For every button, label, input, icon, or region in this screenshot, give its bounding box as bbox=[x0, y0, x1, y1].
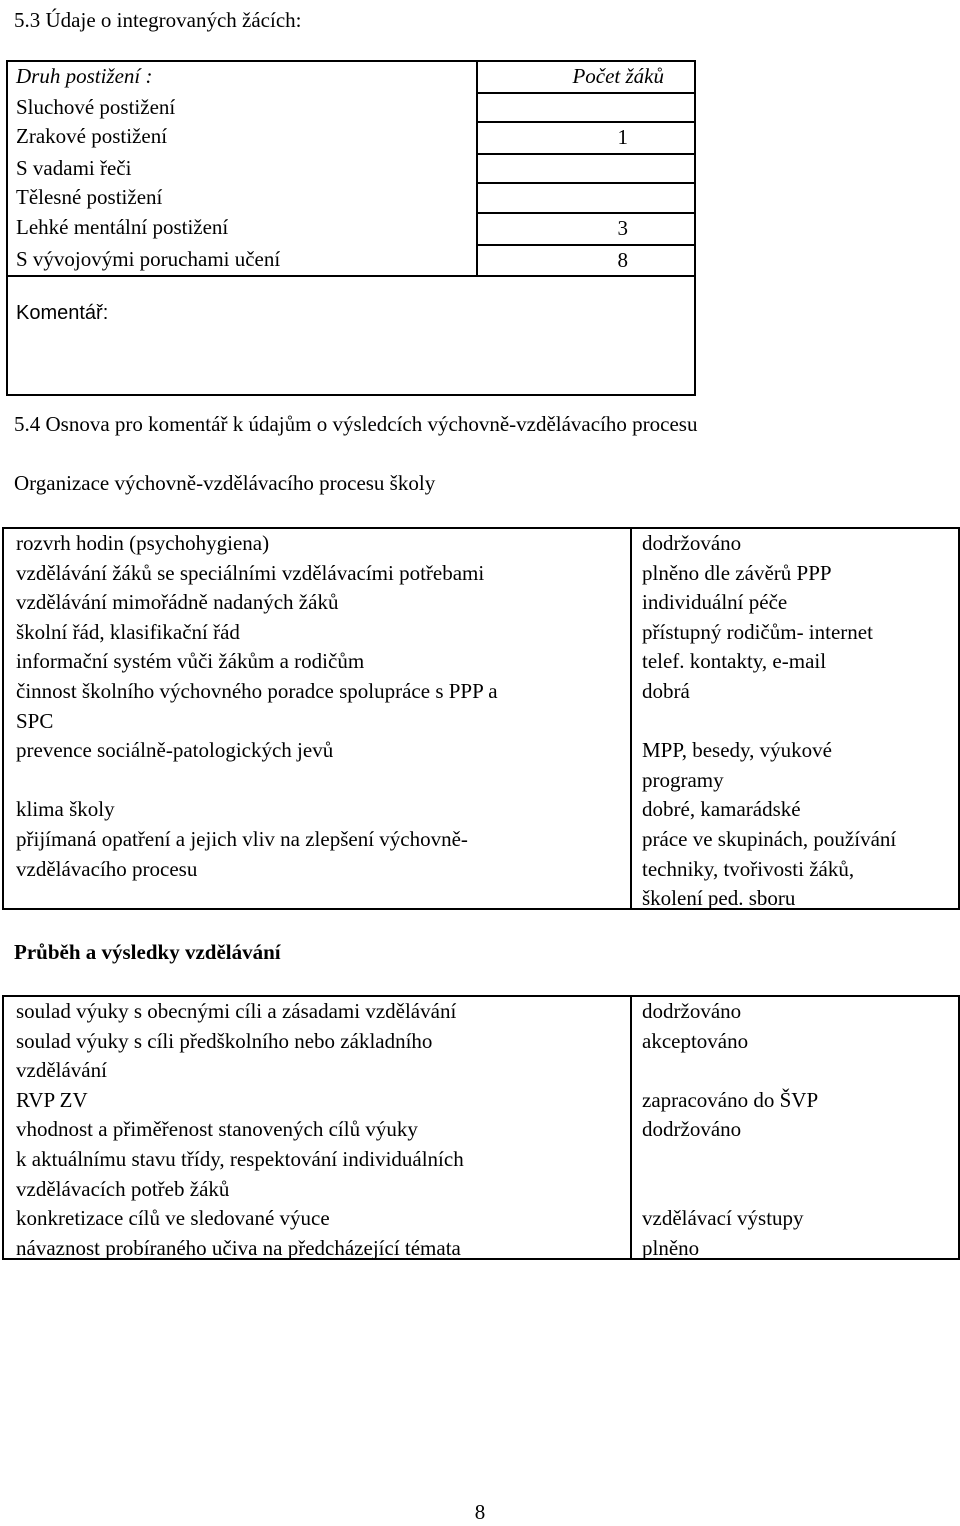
assessment-item: telef. kontakty, e-mail bbox=[642, 649, 827, 674]
column-divider bbox=[630, 997, 632, 1258]
assessment-item: plněno dle závěrů PPP bbox=[642, 560, 832, 585]
criterion-item: vzdělávání žáků se speciálními vzdělávacími potřebami bbox=[16, 560, 485, 585]
criterion-item: vzdělávání mimořádně nadaných žáků bbox=[16, 590, 339, 615]
row-count bbox=[477, 183, 695, 213]
criterion-item: klima školy bbox=[16, 797, 115, 822]
section-53-title: 5.3 Údaje o integrovaných žácích: bbox=[14, 8, 302, 32]
table-row bbox=[7, 122, 695, 154]
integrated-pupils-table bbox=[6, 60, 696, 396]
assessment-item: plněno bbox=[642, 1235, 700, 1260]
criterion-item: rozvrh hodin (psychohygiena) bbox=[16, 531, 270, 555]
assessment-item bbox=[642, 707, 960, 737]
assessment-item: dobrá bbox=[642, 678, 690, 703]
assessment-item: dodržováno bbox=[642, 1117, 742, 1142]
assessment-item: práce ve skupinách, používání bbox=[642, 826, 897, 851]
criterion-item: školní řád, klasifikační řád bbox=[16, 619, 240, 644]
assessment-column bbox=[642, 529, 960, 914]
row-label: S vývojovými poruchami učení bbox=[7, 245, 477, 277]
assessment-item: individuální péče bbox=[642, 590, 788, 615]
assessment-item: zapracováno do ŠVP bbox=[642, 1087, 819, 1112]
assessment-item: přístupný rodičům- internet bbox=[642, 619, 873, 644]
table-row bbox=[7, 183, 695, 213]
header-pupil-count: Počet žáků bbox=[477, 61, 695, 93]
header-disability-type: Druh postižení : bbox=[7, 61, 477, 93]
criterion-item: soulad výuky s obecnými cíli a zásadami vzdělávání bbox=[16, 999, 457, 1023]
row-label: Tělesné postižení bbox=[7, 183, 477, 213]
criterion-item: činnost školního výchovného poradce spolupráce s PPP a bbox=[16, 678, 498, 703]
criteria-column bbox=[16, 997, 616, 1263]
row-count: 8 bbox=[477, 245, 695, 277]
comment-label: Komentář: bbox=[7, 276, 695, 395]
assessment-item: programy bbox=[642, 767, 724, 792]
row-count: 1 bbox=[477, 122, 695, 154]
criterion-item bbox=[16, 766, 616, 796]
criterion-item: vzdělávacích potřeb žáků bbox=[16, 1176, 230, 1201]
criterion-item: vzdělávacího procesu bbox=[16, 856, 198, 881]
table-row bbox=[7, 213, 695, 245]
row-count bbox=[477, 154, 695, 184]
assessment-item bbox=[642, 1056, 960, 1086]
progress-section-title: Průběh a výsledky vzdělávání bbox=[14, 940, 281, 964]
table-row bbox=[7, 154, 695, 184]
assessment-item bbox=[642, 1175, 960, 1205]
section-54-subtitle: Organizace výchovně-vzdělávacího procesu školy bbox=[14, 471, 436, 495]
assessment-item: dodržováno bbox=[642, 999, 742, 1023]
criterion-item: soulad výuky s cíli předškolního nebo základního bbox=[16, 1028, 433, 1053]
criterion-item: prevence sociálně-patologických jevů bbox=[16, 738, 334, 763]
table-header-row bbox=[7, 61, 695, 93]
assessment-item: dodržováno bbox=[642, 531, 742, 555]
assessment-column bbox=[642, 997, 960, 1263]
assessment-item: akceptováno bbox=[642, 1028, 749, 1053]
assessment-item: dobré, kamarádské bbox=[642, 797, 801, 822]
assessment-item bbox=[642, 1145, 960, 1175]
criterion-item: SPC bbox=[16, 708, 54, 733]
education-progress-table bbox=[2, 995, 960, 1260]
row-label: Lehké mentální postižení bbox=[7, 213, 477, 245]
organization-table bbox=[2, 527, 960, 910]
table-row bbox=[7, 245, 695, 277]
row-label: Zrakové postižení bbox=[7, 122, 477, 154]
criterion-item: přijímaná opatření a jejich vliv na zlepšení výchovně- bbox=[16, 826, 468, 851]
assessment-item: techniky, tvořivosti žáků, bbox=[642, 856, 855, 881]
row-count bbox=[477, 93, 695, 123]
section-54-title: 5.4 Osnova pro komentář k údajům o výsledcích výchovně-vzdělávacího procesu bbox=[14, 412, 698, 436]
criterion-item: k aktuálnímu stavu třídy, respektování individuálních bbox=[16, 1146, 464, 1171]
criterion-item: návaznost probíraného učiva na předcházející témata bbox=[16, 1235, 461, 1260]
criterion-item: RVP ZV bbox=[16, 1087, 88, 1112]
page-number: 8 bbox=[474, 1500, 486, 1524]
assessment-item: školení ped. sboru bbox=[642, 886, 796, 911]
row-count: 3 bbox=[477, 213, 695, 245]
criterion-item: informační systém vůči žákům a rodičům bbox=[16, 649, 365, 674]
criteria-column bbox=[16, 529, 616, 884]
column-divider bbox=[630, 529, 632, 908]
row-label: S vadami řeči bbox=[7, 154, 477, 184]
row-label: Sluchové postižení bbox=[7, 93, 477, 123]
table-row bbox=[7, 93, 695, 123]
criterion-item: konkretizace cílů ve sledované výuce bbox=[16, 1206, 330, 1231]
criterion-item: vhodnost a přiměřenost stanovených cílů výuky bbox=[16, 1117, 418, 1142]
assessment-item: vzdělávací výstupy bbox=[642, 1206, 804, 1231]
assessment-item: MPP, besedy, výukové bbox=[642, 738, 832, 763]
comment-row bbox=[7, 276, 695, 395]
criterion-item: vzdělávání bbox=[16, 1058, 107, 1083]
